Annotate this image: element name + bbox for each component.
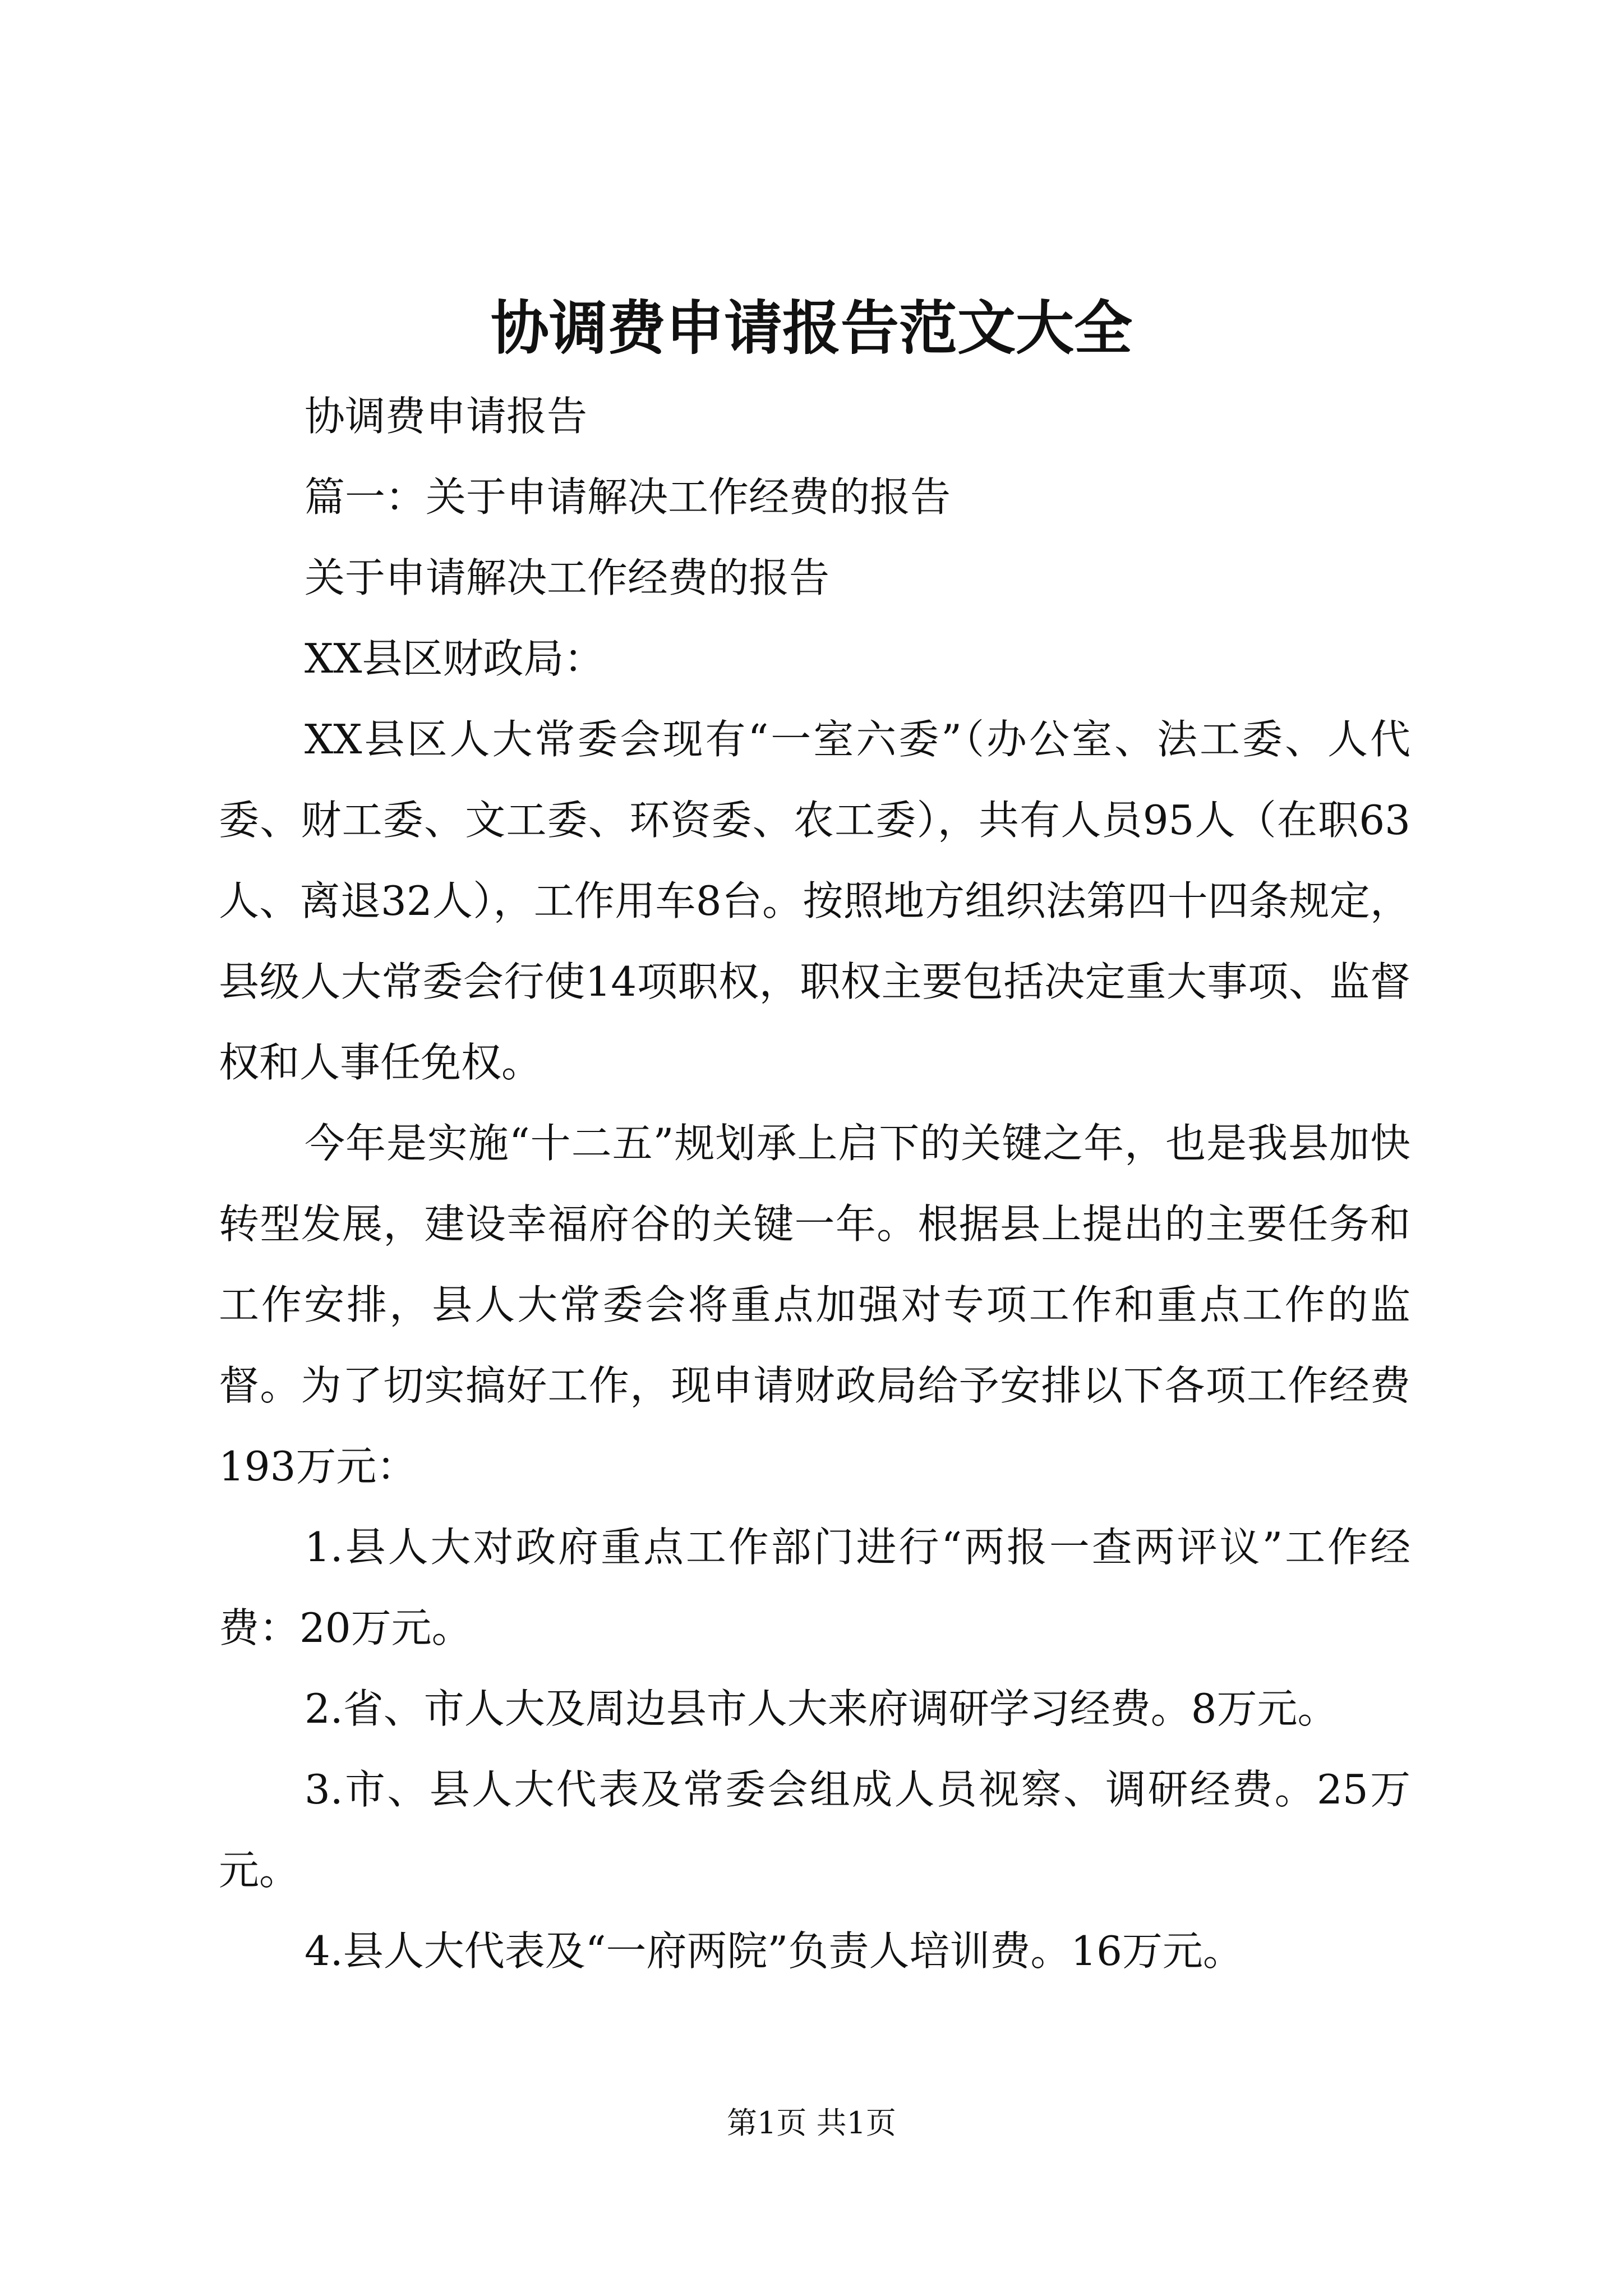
paragraph-body-2: 今年是实施“十二五”规划承上启下的关键之年，也是我县加快转型发展，建设幸福府谷的关键一年。根据县上提出的主要任务和工作安排，县人大常委会将重点加强对专项工作和重点工作的监督。为了切实搞好工作，现申请财政局给予安排以下各项工作经费193万元： — [219, 1120, 1410, 1490]
paragraph-item-1: 1.县人大对政府重点工作部门进行“两报一查两评议”工作经费：20万元。 — [219, 1524, 1410, 1651]
paragraph-item-3: 3.市、县人大代表及常委会组成人员视察、调研经费。25万元。 — [219, 1766, 1410, 1894]
paragraph-subtitle: 协调费申请报告 — [305, 393, 588, 440]
paragraph-report-title: 关于申请解决工作经费的报告 — [305, 554, 830, 601]
paragraph-chapter-heading: 篇一：关于申请解决工作经费的报告 — [305, 473, 951, 521]
paragraph-item-4: 4.县人大代表及“一府两院”负责人培训费。16万元。 — [305, 1927, 1243, 1975]
paragraph-body-1: XX县区人大常委会现有“一室六委”（办公室、法工委、人代委、财工委、文工委、环资委、农工委），共有人员95人（在职63人、离退32人），工作用车8台。按照地方组织法第四十四条规定，县级人大常委会行使14项职权，职权主要包括决定重大事项、监督权和人事任免权。 — [219, 716, 1410, 1086]
document-body — [219, 376, 1410, 1991]
document-title: 协调费申请报告范文大全 — [490, 293, 1132, 362]
paragraph-item-2: 2.省、市人大及周边县市人大来府调研学习经费。8万元。 — [305, 1685, 1338, 1732]
paragraph-addressee: XX县区财政局： — [305, 635, 605, 682]
page-footer: 第1页 共1页 — [727, 2105, 896, 2141]
